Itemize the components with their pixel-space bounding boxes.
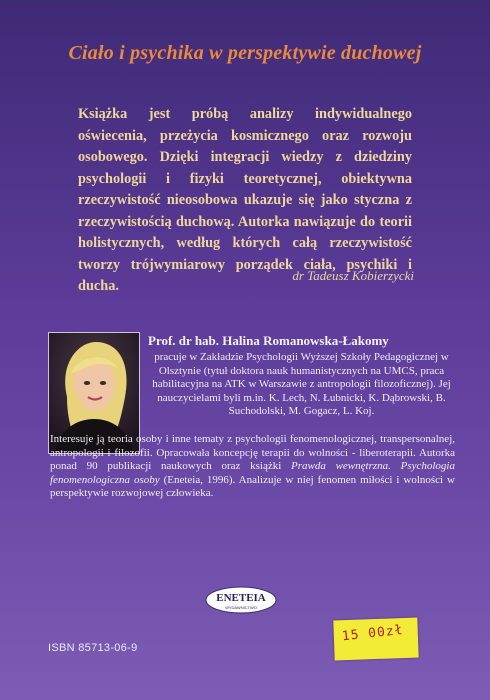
book-title: Ciało i psychika w perspektywie duchowej: [68, 42, 422, 64]
author-book-title: Prawda wewnętrzna. Psychologia fenomenologiczna osoby: [50, 460, 455, 486]
publisher-logo-subtext: WYDAWNICTWO: [225, 605, 257, 610]
price-sticker: [333, 618, 418, 661]
price-sticker-text: 15 00zł: [341, 622, 405, 645]
author-bio-part2a: Interesuje ją teoria osoby i inne tematy z psychologii fenomenologicznej, transpersonalnej, antropologii i filozofii. Opracowała koncepcję terapii do wolności - liberoterapii. Autorka ponad 90 publikacji naukowych oraz książki: [50, 433, 455, 473]
author-bio-part2b: (Eneteia, 1996). Analizuje w niej fenomen miłości i wolności w perspektywie rozwojowej człowieka.: [50, 473, 455, 500]
publisher-logo-graphic: [205, 586, 277, 614]
blurb-signature: dr Tadeusz Kobierzycki: [292, 268, 414, 283]
author-bio-part2: [50, 433, 455, 501]
isbn: ISBN 85713-06-9: [48, 642, 138, 654]
author-name: Prof. dr hab. Halina Romanowska-Łakomy: [148, 333, 389, 348]
author-bio-part1: pracuje w Zakładzie Psychologii Wyższej Szkoły Pedagogicznej w Olsztynie (tytuł doktora nauk humanistycznych na UMCS, praca habilitacyjna na ATK w Warszawie z antropologii filozoficznej). Jej nauczycielami byli m.in. K. Lech, N. Łubnicki, K. Dąbrowski, B. Suchodolski, M. Gogacz, L. Koj.: [152, 351, 451, 418]
publisher-logo-text: ENETEIA: [216, 592, 266, 604]
publisher-logo: [205, 586, 277, 614]
book-blurb: Książka jest próbą analizy indywidualnego oświecenia, przeżycia kosmicznego oraz rozwoju osobowego. Dzięki integracji wiedzy z dziedziny psychologii i fizyki teoretycznej, obiektywna rzeczywistość nieosobowa ukazuje się jako styczna z rzeczywistością duchową. Autorka nawiązuje do teorii holistycznych, według których całą rzeczywistość tworzy trójwymiarowy porządek ciała, psychiki i ducha.: [78, 106, 412, 294]
